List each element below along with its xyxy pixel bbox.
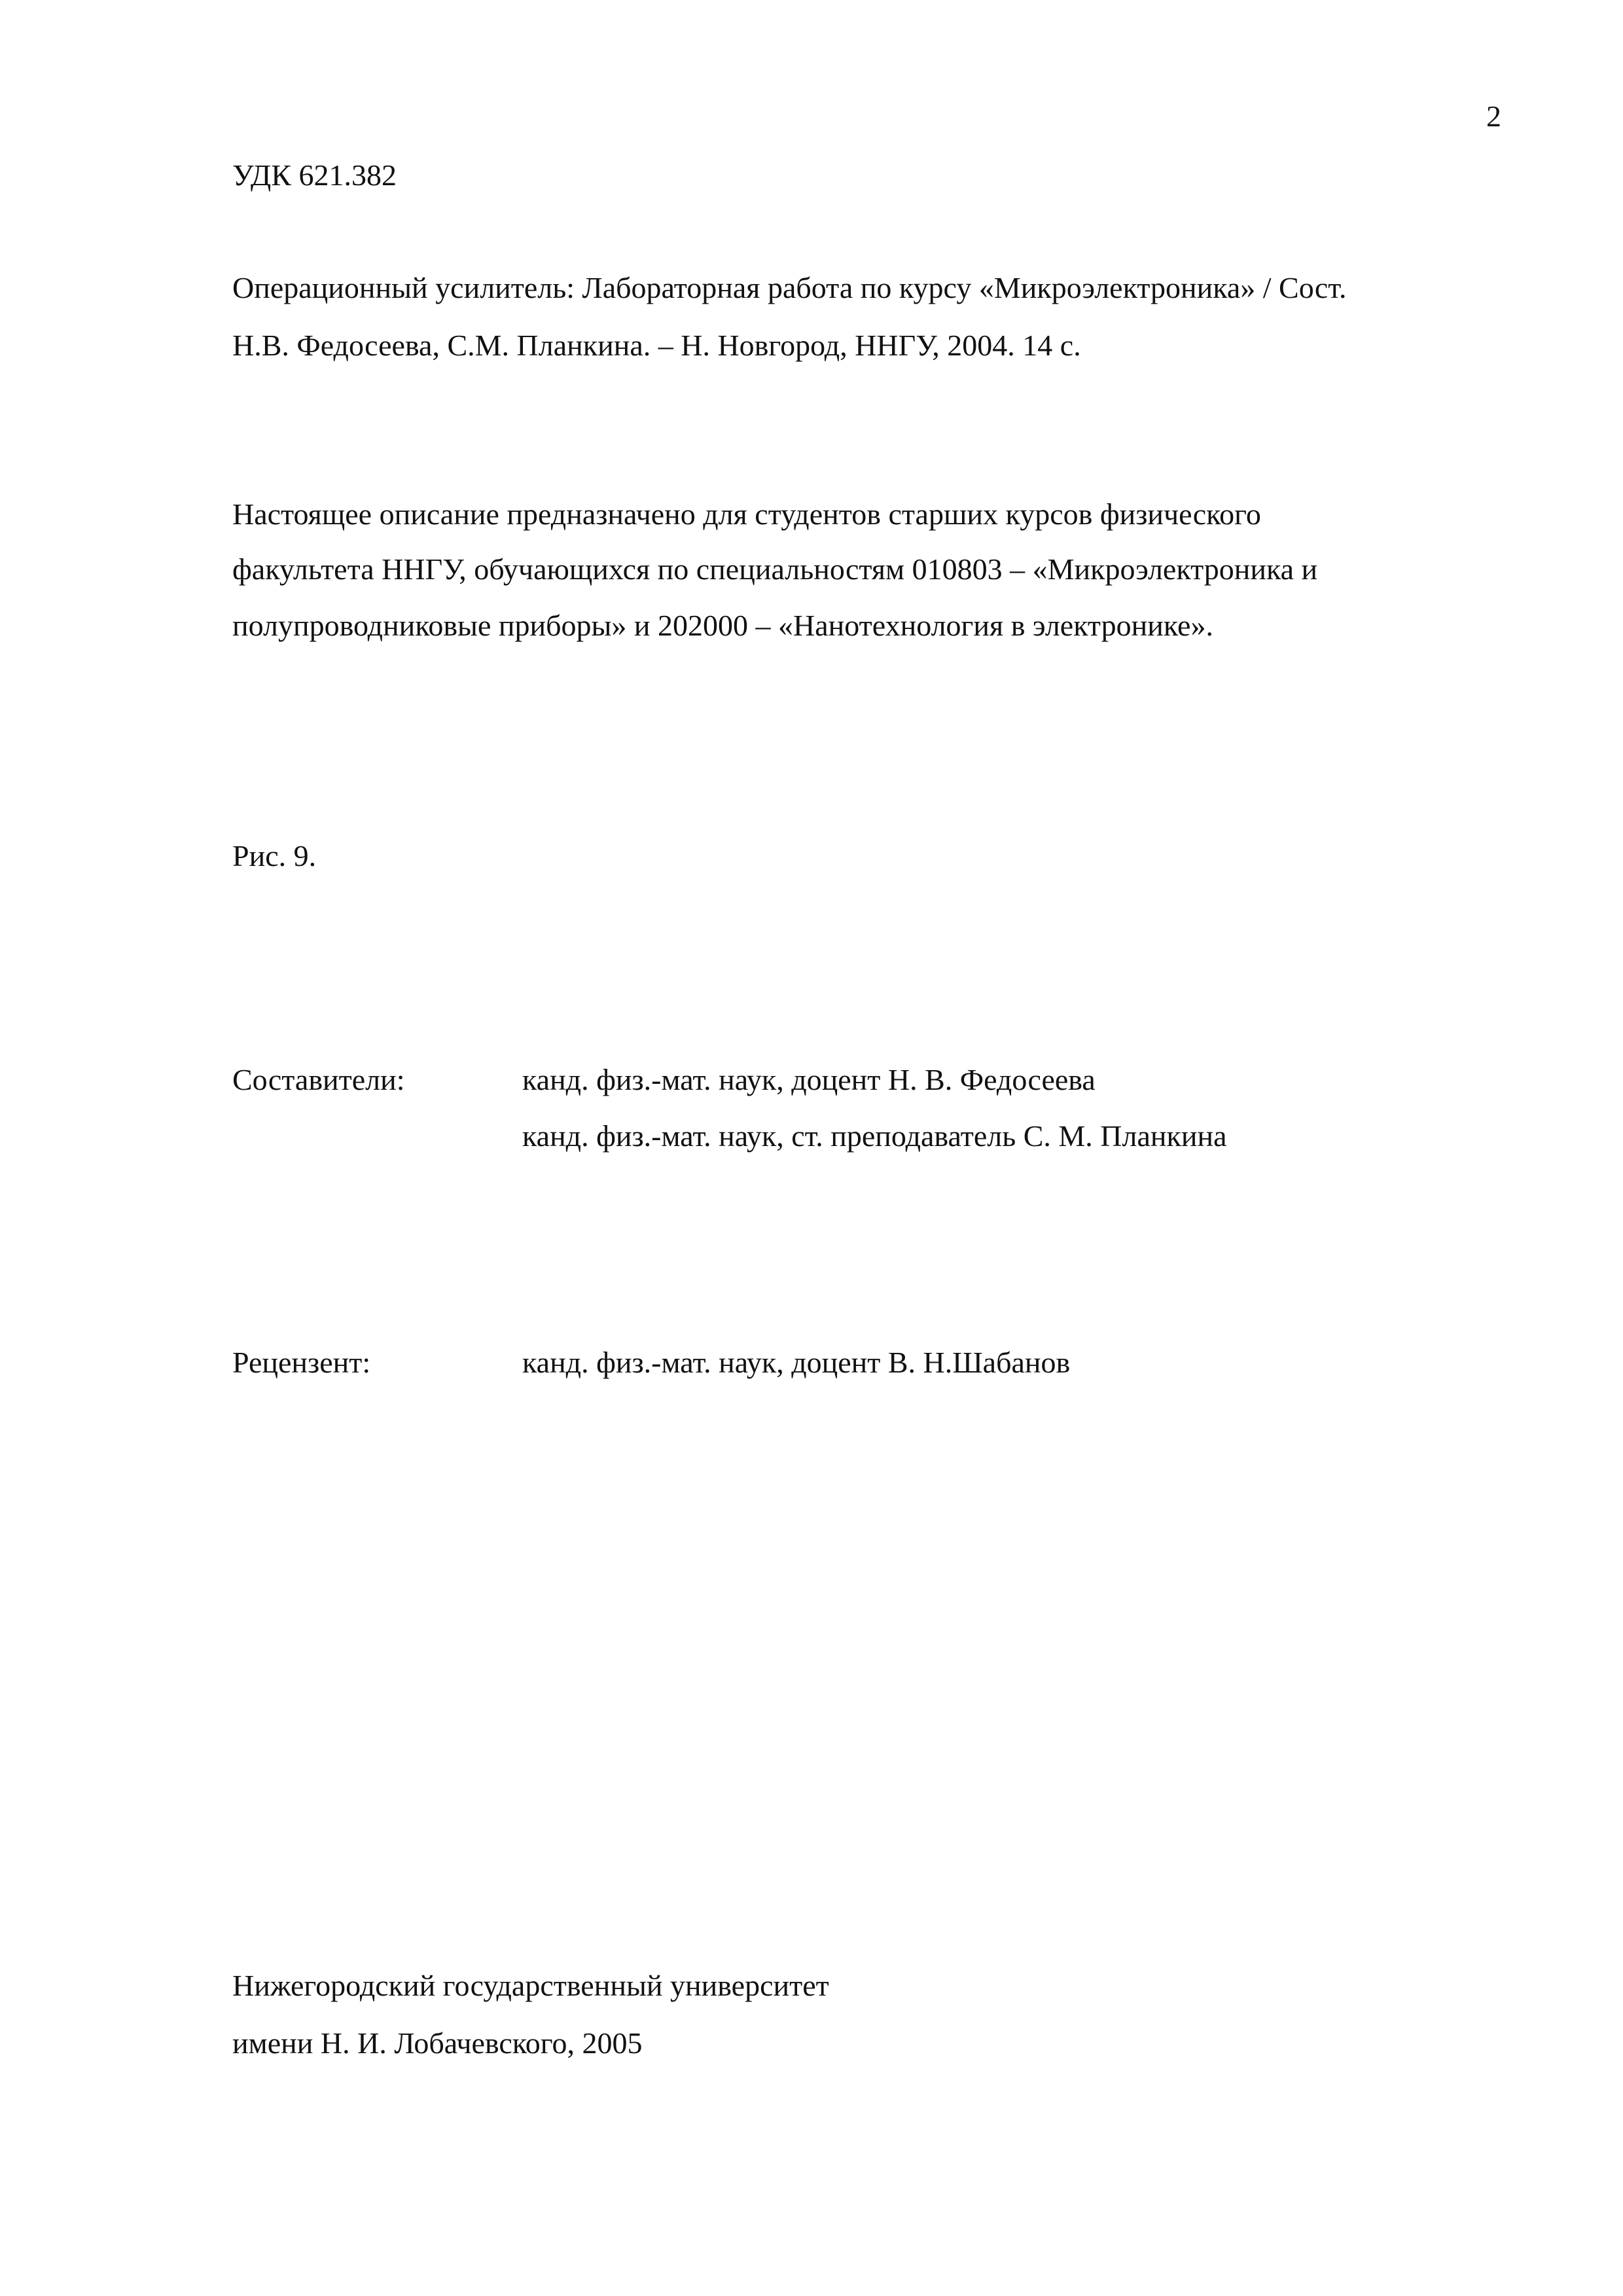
reviewer-name: канд. физ.-мат. наук, доцент В. Н.Шабанов: [522, 1346, 1071, 1379]
udk-code: УДК 621.382: [232, 158, 397, 192]
bibliographic-line-2: Н.В. Федосеева, С.М. Планкина. – Н. Новгород, ННГУ, 2004. 14 с.: [232, 329, 1081, 362]
compiler-2: канд. физ.-мат. наук, ст. преподаватель С. М. Планкина: [522, 1119, 1227, 1153]
page-number: 2: [1486, 99, 1501, 133]
compilers-label: Составители:: [232, 1063, 405, 1096]
reviewer-label: Рецензент:: [232, 1346, 371, 1379]
publisher-line-2: имени Н. И. Лобачевского, 2005: [232, 2026, 643, 2060]
figures-count: Рис. 9.: [232, 839, 317, 872]
bibliographic-line-1: Операционный усилитель: Лабораторная работа по курсу «Микроэлектроника» / Сост.: [232, 271, 1347, 304]
publisher-line-1: Нижегородский государственный университет: [232, 1969, 829, 2002]
annotation-line-2: факультета ННГУ, обучающихся по специальностям 010803 – «Микроэлектроника и: [232, 552, 1318, 586]
compiler-1: канд. физ.-мат. наук, доцент Н. В. Федосеева: [522, 1063, 1096, 1096]
annotation-line-3: полупроводниковые приборы» и 202000 – «Нанотехнология в электронике».: [232, 609, 1213, 642]
annotation-line-1: Настоящее описание предназначено для студентов старших курсов физического: [232, 497, 1261, 531]
